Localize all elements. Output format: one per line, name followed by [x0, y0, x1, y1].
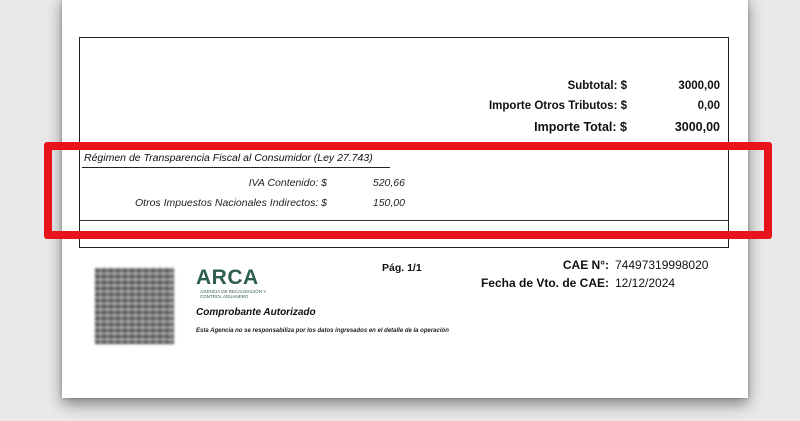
regimen-title: Régimen de Transparencia Fiscal al Consumidor (Ley 27.743)	[84, 152, 373, 164]
otros-tributos-value: 0,00	[697, 100, 720, 112]
page-number: Pág. 1/1	[382, 262, 422, 274]
subtotal-value: 3000,00	[678, 80, 720, 92]
cae-label: CAE N°:	[562, 258, 609, 272]
otros-impuestos-label: Otros Impuestos Nacionales Indirectos: $	[134, 197, 327, 209]
disclaimer-text: Esta Agencia no se responsabiliza por los datos ingresados en el detalle de la operación	[196, 328, 449, 334]
vto-cae-label: Fecha de Vto. de CAE:	[480, 276, 609, 290]
vto-cae-value: 12/12/2024	[615, 276, 676, 290]
arca-logo: ARCA	[196, 266, 259, 289]
importe-total-value: 3000,00	[674, 120, 720, 134]
comprobante-autorizado: Comprobante Autorizado	[196, 307, 316, 318]
otros-tributos-label: Importe Otros Tributos: $	[488, 100, 627, 112]
arca-logo-subtext: AGENCIA DE RECAUDACIÓN Y CONTROL ADUANERO	[200, 289, 267, 299]
qr-code-icon	[95, 268, 174, 344]
importe-total-label: Importe Total: $	[534, 120, 627, 134]
otros-impuestos-value: 150,00	[372, 197, 405, 209]
iva-contenido-label: IVA Contenido: $	[248, 177, 327, 189]
highlight-rectangle	[44, 142, 772, 239]
cae-value: 74497319998020	[615, 258, 709, 272]
iva-contenido-value: 520,66	[372, 177, 405, 189]
subtotal-label: Subtotal: $	[567, 80, 627, 92]
